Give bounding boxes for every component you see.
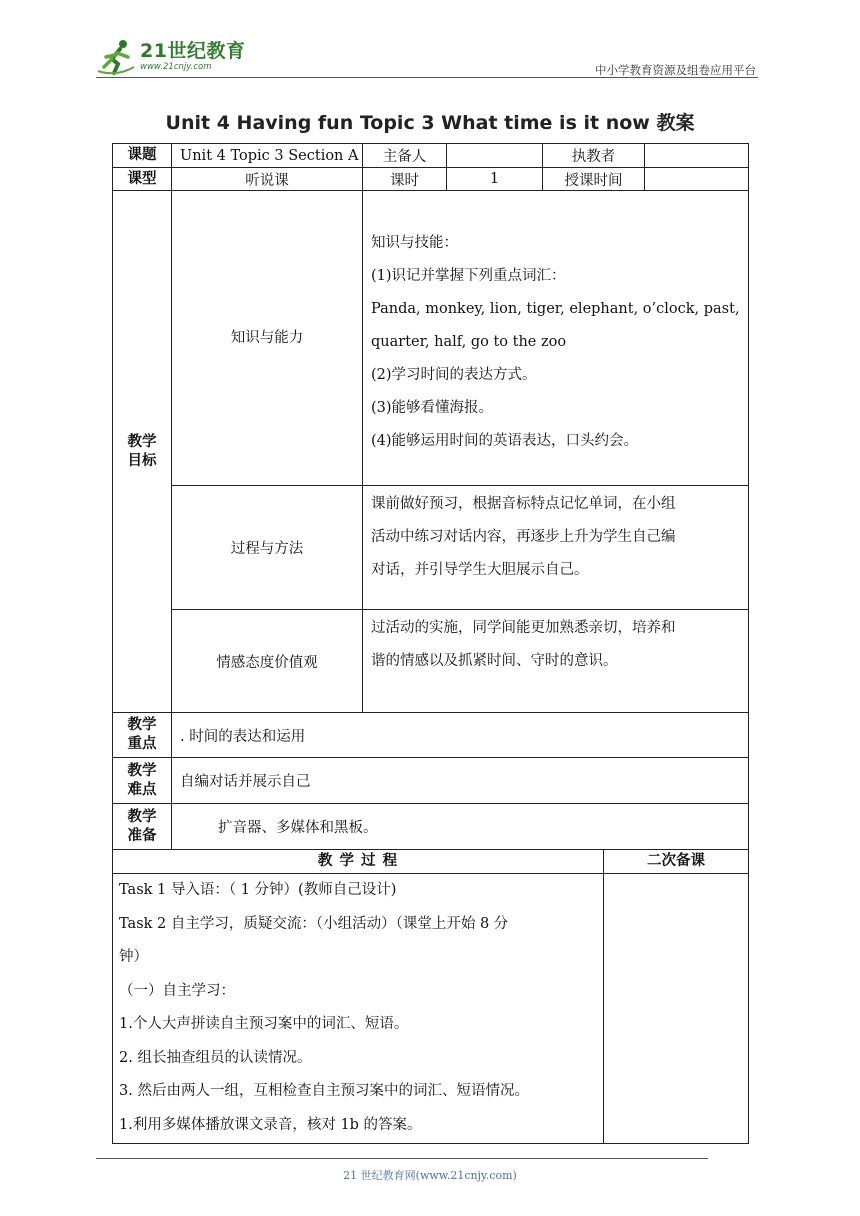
emotion-line: 谐的情感以及抓紧时间、守时的意识。 — [371, 653, 618, 669]
logo-url: www.21cnjy.com — [140, 62, 212, 73]
knowledge-content — [363, 191, 749, 486]
header-divider — [96, 77, 758, 78]
key-points-label: 教学重点 — [113, 713, 172, 758]
knowledge-line: (2)学习时间的表达方式。 — [371, 367, 537, 383]
goal-knowledge-row — [113, 191, 749, 486]
preparation-row — [113, 804, 749, 850]
process-line: 1.个人大声拼读自主预习案中的词汇、短语。 — [119, 1016, 409, 1032]
teacher-label: 执教者 — [543, 144, 645, 168]
knowledge-line: quarter, half, go to the zoo — [371, 334, 567, 350]
runner-logo-icon — [96, 37, 136, 77]
difficulties-value: 自编对话并展示自己 — [172, 758, 749, 804]
process-method-line: 对话，并引导学生大胆展示自己。 — [371, 562, 589, 578]
logo-text: 21世纪教育 — [140, 40, 246, 63]
process-method-content — [363, 486, 749, 610]
goals-label: 教学目标 — [113, 191, 172, 713]
topic-value: Unit 4 Topic 3 Section A — [172, 144, 363, 168]
goal-emotion-row — [113, 610, 749, 713]
process-method-line: 课前做好预习，根据音标特点记忆单词，在小组 — [371, 496, 676, 512]
knowledge-line: (3)能够看懂海报。 — [371, 400, 494, 416]
emotion-content — [363, 610, 749, 713]
period-value: 1 — [447, 168, 543, 191]
topic-label: 课题 — [113, 144, 172, 168]
footer-link[interactable]: 21 世纪教育网(www.21cnjy.com) — [343, 1169, 517, 1182]
preparer-value — [447, 144, 543, 168]
process-method-label: 过程与方法 — [172, 486, 363, 610]
document-title: Unit 4 Having fun Topic 3 What time is it now 教案 — [165, 112, 695, 134]
preparer-label: 主备人 — [363, 144, 447, 168]
process-line: 3. 然后由两人一组，互相检查自主预习案中的词汇、短语情况。 — [119, 1083, 529, 1099]
emotion-line: 过活动的实施，同学间能更加熟悉亲切，培养和 — [371, 620, 676, 636]
emotion-label: 情感态度价值观 — [172, 610, 363, 713]
teaching-process-content — [113, 874, 604, 1144]
key-points-row — [113, 713, 749, 758]
preparation-value: 扩音器、多媒体和黑板。 — [172, 804, 749, 850]
process-line: Task 1 导入语：（ 1 分钟）(教师自己设计) — [119, 882, 397, 898]
type-value: 听说课 — [172, 168, 363, 191]
process-line: Task 2 自主学习，质疑交流：（小组活动）（课堂上开始 8 分 — [119, 915, 509, 932]
goal-process-row — [113, 486, 749, 610]
knowledge-line: (1)识记并掌握下列重点词汇： — [371, 268, 566, 284]
footer-divider — [96, 1158, 708, 1159]
time-label: 授课时间 — [543, 168, 645, 191]
second-prep-content — [604, 874, 749, 1144]
platform-name: 中小学教育资源及组卷应用平台 — [595, 63, 756, 77]
key-points-value: . 时间的表达和运用 — [172, 713, 749, 758]
process-line: （一）自主学习： — [119, 982, 235, 999]
process-method-line: 活动中练习对话内容，再逐步上升为学生自己编 — [371, 529, 676, 545]
knowledge-label: 知识与能力 — [172, 191, 363, 486]
teaching-process-header: 教 学 过 程 — [113, 850, 604, 874]
process-header-row — [113, 850, 749, 874]
difficulties-row — [113, 758, 749, 804]
process-line: 钟） — [119, 949, 148, 965]
time-value — [645, 168, 749, 191]
site-logo[interactable] — [96, 36, 245, 78]
period-label: 课时 — [363, 168, 447, 191]
process-line: 1.利用多媒体播放课文录音，核对 1b 的答案。 — [119, 1116, 422, 1133]
info-row-2 — [113, 168, 749, 191]
preparation-label: 教学准备 — [113, 804, 172, 850]
lesson-plan-table — [112, 143, 749, 1144]
knowledge-line: (4)能够运用时间的英语表达，口头约会。 — [371, 433, 639, 449]
type-label: 课型 — [113, 168, 172, 191]
knowledge-line: Panda, monkey, lion, tiger, elephant, o’clock, past, — [371, 301, 740, 317]
page-header — [96, 36, 758, 80]
process-line: 2. 组长抽查组员的认读情况。 — [119, 1049, 312, 1066]
info-row-1 — [113, 144, 749, 168]
difficulties-label: 教学难点 — [113, 758, 172, 804]
knowledge-line: 知识与技能： — [371, 235, 458, 251]
second-prep-header: 二次备课 — [604, 850, 749, 874]
teacher-value — [645, 144, 749, 168]
process-content-row — [113, 874, 749, 1144]
